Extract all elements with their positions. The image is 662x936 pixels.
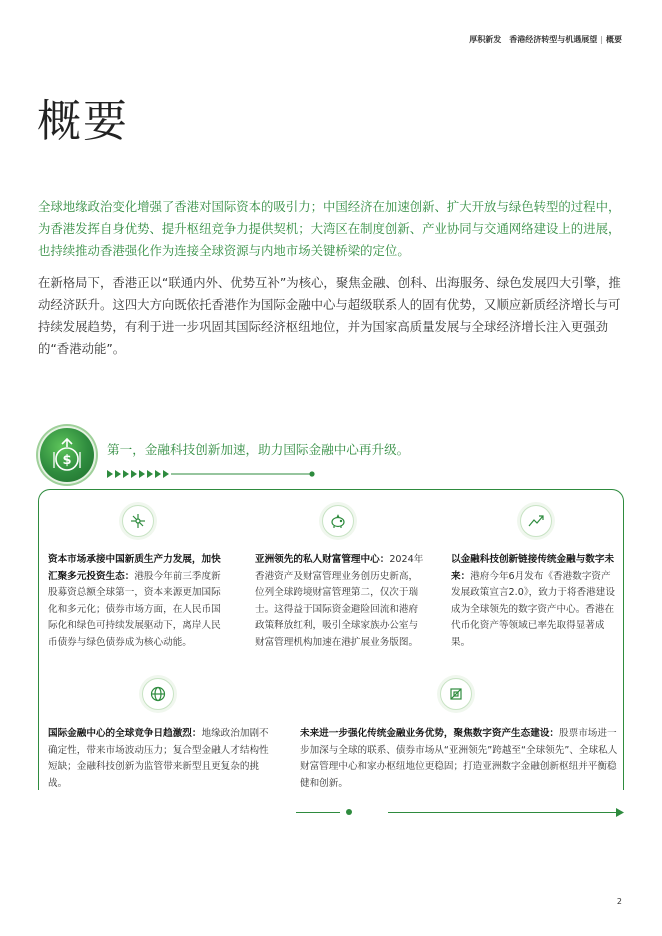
running-header — [469, 34, 622, 45]
arrow-row-decoration — [107, 469, 317, 479]
header-separator: | — [600, 35, 603, 44]
bottom-rule-left — [296, 812, 340, 813]
card-title: 国际金融中心的全球竞争日趋激烈： — [48, 728, 202, 739]
digital-chip-icon — [440, 678, 472, 710]
card-future-outlook — [300, 726, 618, 792]
card-title: 以金融科技创新链接传统金融与数字未来： — [451, 554, 615, 582]
bottom-rule-right — [388, 812, 618, 813]
page-title: 概要 — [37, 96, 129, 147]
bottom-arrow-icon — [616, 808, 624, 817]
card-title: 亚洲领先的私人财富管理中心： — [255, 554, 390, 565]
piggy-bank-icon — [322, 505, 354, 537]
card-fintech-innovation — [451, 552, 617, 652]
intro-paragraph-1: 全球地缘政治变化增强了香港对国际资本的吸引力；中国经济在加速创新、扩大开放与绿色转型的过程中，为香港发挥自身优势、提升枢纽竞争力提供契机；大湾区在制度创新、产业协同与交通网络建设上的进展，也持续推动香港强化作为连接全球资源与内地市场关键桥梁的定位。 — [38, 199, 621, 258]
card-body: 港府今年6月发布《香港数字资产发展政策宣言2.0》，致力于将香港建设成为全球领先的数字资产中心。香港在代币化资产等领域已率先取得显著成果。 — [451, 570, 615, 648]
card-global-competition — [48, 726, 270, 792]
section-heading: 第一，金融科技创新加速，助力国际金融中心再升级。 — [107, 442, 410, 457]
bottom-rule-dot — [346, 809, 352, 815]
card-private-wealth — [255, 552, 427, 652]
card-body: 股票市场进一步加深与全球的联系、债券市场从“亚洲领先”跨越至“全球领先”、全球私人财富管理中心和家办枢纽地位更稳固；打造亚洲数字金融创新枢纽并平衡稳健和创新。 — [300, 728, 618, 789]
card-title: 资本市场承接中国新质生产力发展，加快汇聚多元投资生态： — [48, 554, 221, 582]
header-section-name: 概要 — [606, 35, 622, 44]
trend-chart-icon — [520, 505, 552, 537]
dollar-coin-growth-icon — [40, 428, 94, 482]
card-title: 未来进一步强化传统金融业务优势，聚焦数字资产生态建设： — [300, 728, 560, 739]
header-publication-title: 厚积新发 香港经济转型与机遇展望 — [469, 35, 598, 44]
network-nodes-icon — [122, 505, 154, 537]
card-body: 地缘政治加剧不确定性，带来市场波动压力；复合型金融人才结构性短缺；金融科技创新为监管带来新型且更复杂的挑战。 — [48, 728, 269, 789]
card-body: 港股今年前三季度新股募资总额全球第一，资本来源更加国际化和多元化；债券市场方面，在人民币国际化和绿色可持续发展驱动下，离岸人民币债券与绿色债券成为核心动能。 — [48, 570, 221, 648]
page-number: 2 — [616, 897, 622, 906]
card-capital-market — [48, 552, 228, 652]
card-body: 2024年香港资产及财富管理业务创历史新高，位列全球跨境财富管理第二，仅次于瑞士。这得益于国际资金避险回流和港府政策释放红利，吸引全球家族办公室与财富管理机构加速在港扩展业务版图。 — [255, 554, 424, 648]
intro-paragraph-2: 在新格局下，香港正以“联通内外、优势互补”为核心，聚焦金融、创科、出海服务、绿色发展四大引擎，推动经济跃升。这四大方向既依托香港作为国际金融中心与超级联系人的固有优势，又顺应新质经济增长与可持续发展趋势，有利于进一步巩固其国际经济枢纽地位，并为国家高质量发展与全球经济增长注入更强劲的“香港动能”。 — [38, 275, 621, 356]
svg-text:$: $ — [62, 453, 72, 468]
globe-dollar-icon — [142, 678, 174, 710]
frame-bottom-mask — [38, 790, 628, 820]
